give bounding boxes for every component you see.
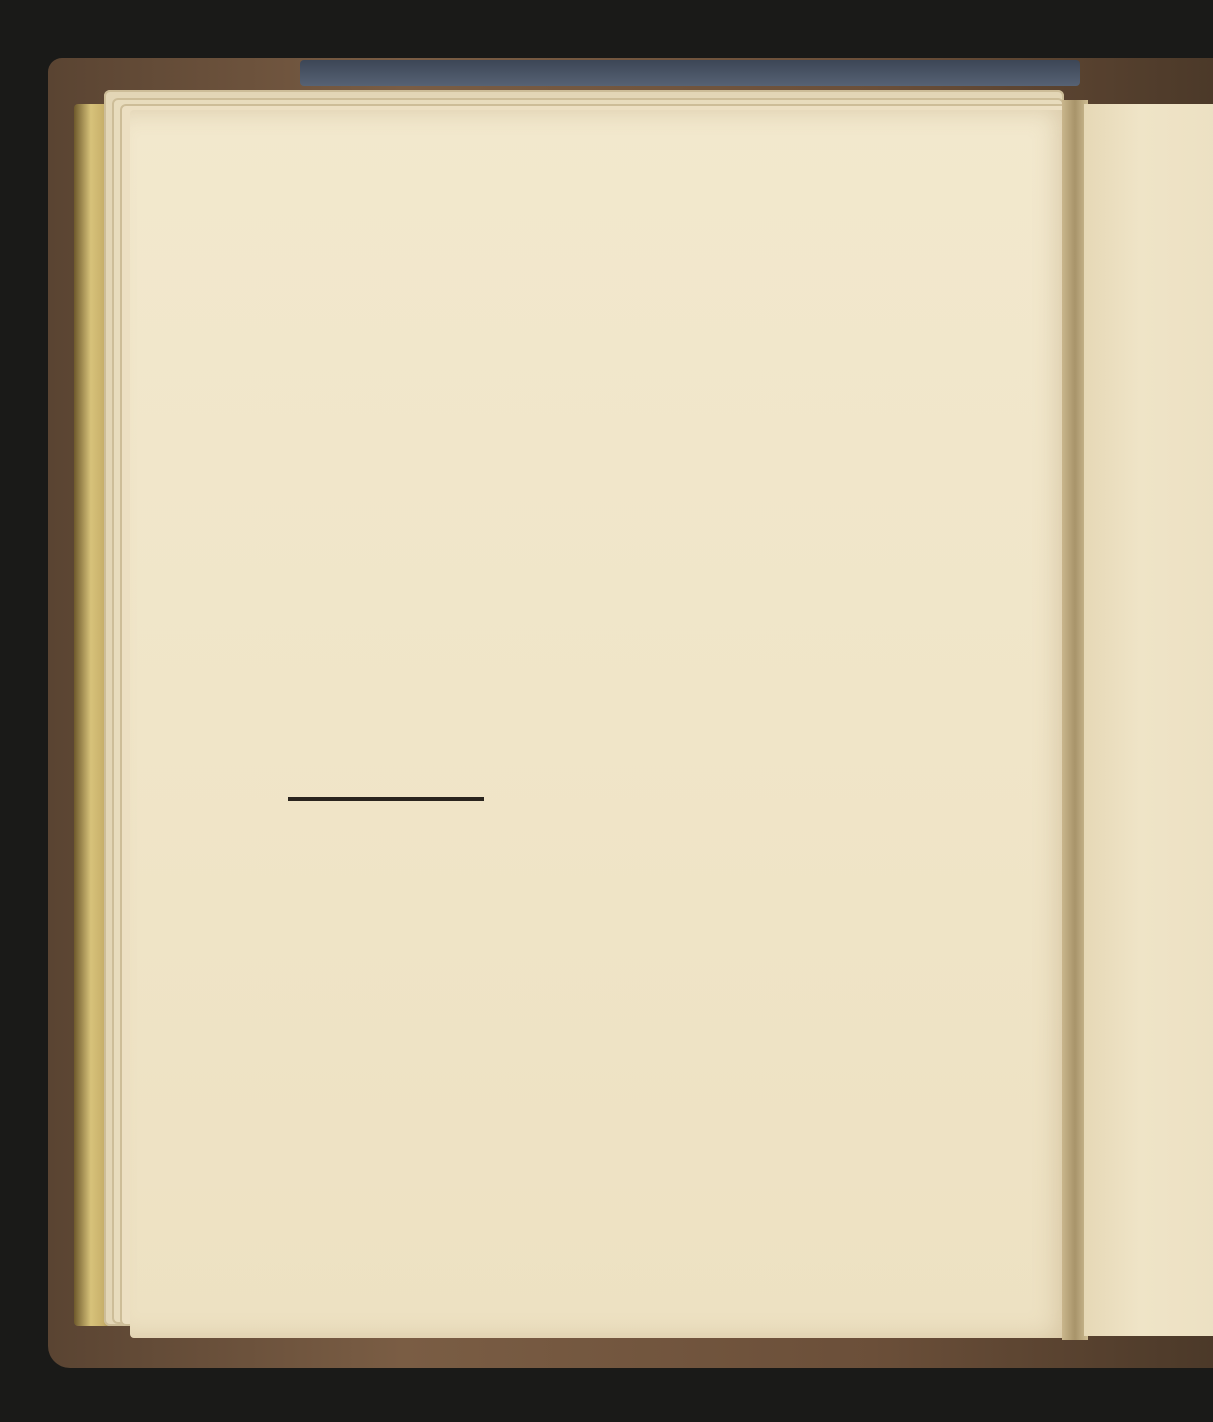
footnote-rule: [288, 797, 484, 801]
left-page: [130, 110, 1075, 1338]
cover-top-edge: [300, 60, 1080, 86]
right-page: [1084, 104, 1213, 1336]
